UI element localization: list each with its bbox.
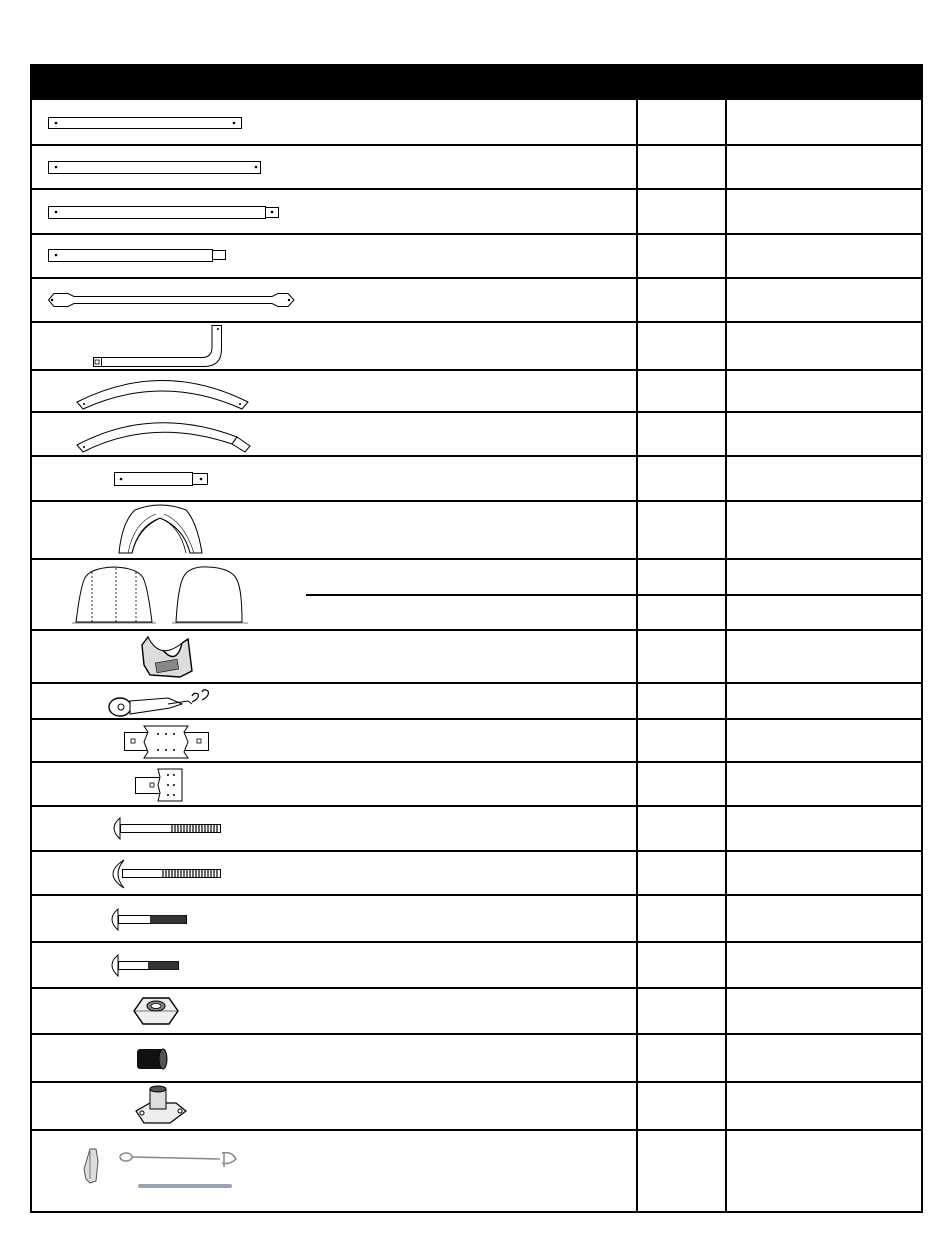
qty-cell xyxy=(636,413,638,455)
arched-tube-swaged-icon xyxy=(32,413,292,457)
desc-cell xyxy=(725,502,727,558)
table-row xyxy=(32,369,921,411)
table-row xyxy=(32,894,921,941)
table-row xyxy=(32,805,921,850)
desc-cell xyxy=(725,560,727,629)
table-row xyxy=(32,98,921,144)
qty-cell xyxy=(636,1131,638,1211)
qty-cell xyxy=(636,323,638,369)
desc-cell xyxy=(725,146,727,188)
end-panels-icon xyxy=(32,560,312,631)
hex-nut-icon xyxy=(32,989,292,1035)
qty-cell xyxy=(636,100,638,144)
end-cap-icon xyxy=(32,1035,292,1083)
desc-cell xyxy=(725,1131,727,1211)
table-header xyxy=(32,66,921,98)
flattened-end-tube-icon xyxy=(32,279,312,323)
end-plate-icon xyxy=(32,763,292,807)
desc-cell xyxy=(725,413,727,455)
table-row xyxy=(32,850,921,894)
straight-tube-short-icon xyxy=(32,100,292,144)
straight-tube-swaged-long-icon xyxy=(32,190,292,234)
carriage-bolt-medium-icon xyxy=(32,896,292,943)
qty-cell xyxy=(636,235,638,277)
table-row xyxy=(32,277,921,321)
table-row xyxy=(32,188,921,233)
carriage-bolt-long-icon xyxy=(32,807,292,852)
desc-cell xyxy=(725,1035,727,1081)
desc-cell xyxy=(725,323,727,369)
table-row xyxy=(32,761,921,805)
center-plate-icon xyxy=(32,720,292,763)
table-row xyxy=(32,941,921,987)
qty-cell xyxy=(636,720,638,761)
qty-cell xyxy=(636,896,638,941)
ratchet-tensioner-icon xyxy=(32,684,292,720)
tube-clamp-icon xyxy=(32,631,292,684)
desc-cell xyxy=(725,720,727,761)
carriage-bolt-long-alt-icon xyxy=(32,852,292,896)
table-row xyxy=(32,233,921,277)
qty-cell xyxy=(636,502,638,558)
row-split-divider xyxy=(306,594,636,596)
qty-cell xyxy=(636,852,638,894)
parts-list-table xyxy=(30,64,923,1213)
table-row xyxy=(32,1129,921,1211)
desc-cell xyxy=(725,1083,727,1129)
table-row xyxy=(32,629,921,682)
qty-cell xyxy=(636,190,638,233)
qty-cell xyxy=(636,684,638,718)
qty-cell xyxy=(636,807,638,850)
desc-cell xyxy=(725,852,727,894)
qty-cell xyxy=(636,457,638,500)
qty-cell xyxy=(636,371,638,411)
qty-cell xyxy=(636,989,638,1033)
bent-corner-tube-icon xyxy=(32,323,292,371)
qty-cell xyxy=(636,560,638,629)
qty-cell xyxy=(636,146,638,188)
row-split-divider xyxy=(636,594,921,596)
ground-anchor-kit-icon xyxy=(32,1131,292,1213)
table-row xyxy=(32,411,921,455)
desc-cell xyxy=(725,235,727,277)
table-row xyxy=(32,500,921,558)
straight-tube-medium-icon xyxy=(32,146,292,190)
desc-cell xyxy=(725,989,727,1033)
carriage-bolt-short-icon xyxy=(32,943,292,989)
table-row xyxy=(32,1081,921,1129)
straight-tube-swaged-short-icon xyxy=(32,235,292,279)
table-row xyxy=(32,682,921,718)
qty-cell xyxy=(636,1083,638,1129)
qty-cell xyxy=(636,763,638,805)
desc-cell xyxy=(725,943,727,987)
table-row xyxy=(32,144,921,188)
table-row xyxy=(32,321,921,369)
foot-plate-icon xyxy=(32,1083,292,1131)
desc-cell xyxy=(725,371,727,411)
arched-tube-icon xyxy=(32,371,292,413)
qty-cell xyxy=(636,943,638,987)
desc-cell xyxy=(725,100,727,144)
desc-cell xyxy=(725,279,727,321)
qty-cell xyxy=(636,279,638,321)
table-row xyxy=(32,558,921,629)
desc-cell xyxy=(725,763,727,805)
qty-cell xyxy=(636,631,638,682)
desc-cell xyxy=(725,457,727,500)
desc-cell xyxy=(725,807,727,850)
desc-cell xyxy=(725,896,727,941)
roof-cover-icon xyxy=(32,502,292,560)
qty-cell xyxy=(636,1035,638,1081)
desc-cell xyxy=(725,684,727,718)
short-connector-tube-icon xyxy=(32,457,292,501)
table-row xyxy=(32,455,921,500)
table-row xyxy=(32,987,921,1033)
desc-cell xyxy=(725,190,727,233)
table-row xyxy=(32,718,921,761)
table-row xyxy=(32,1033,921,1081)
desc-cell xyxy=(725,631,727,682)
